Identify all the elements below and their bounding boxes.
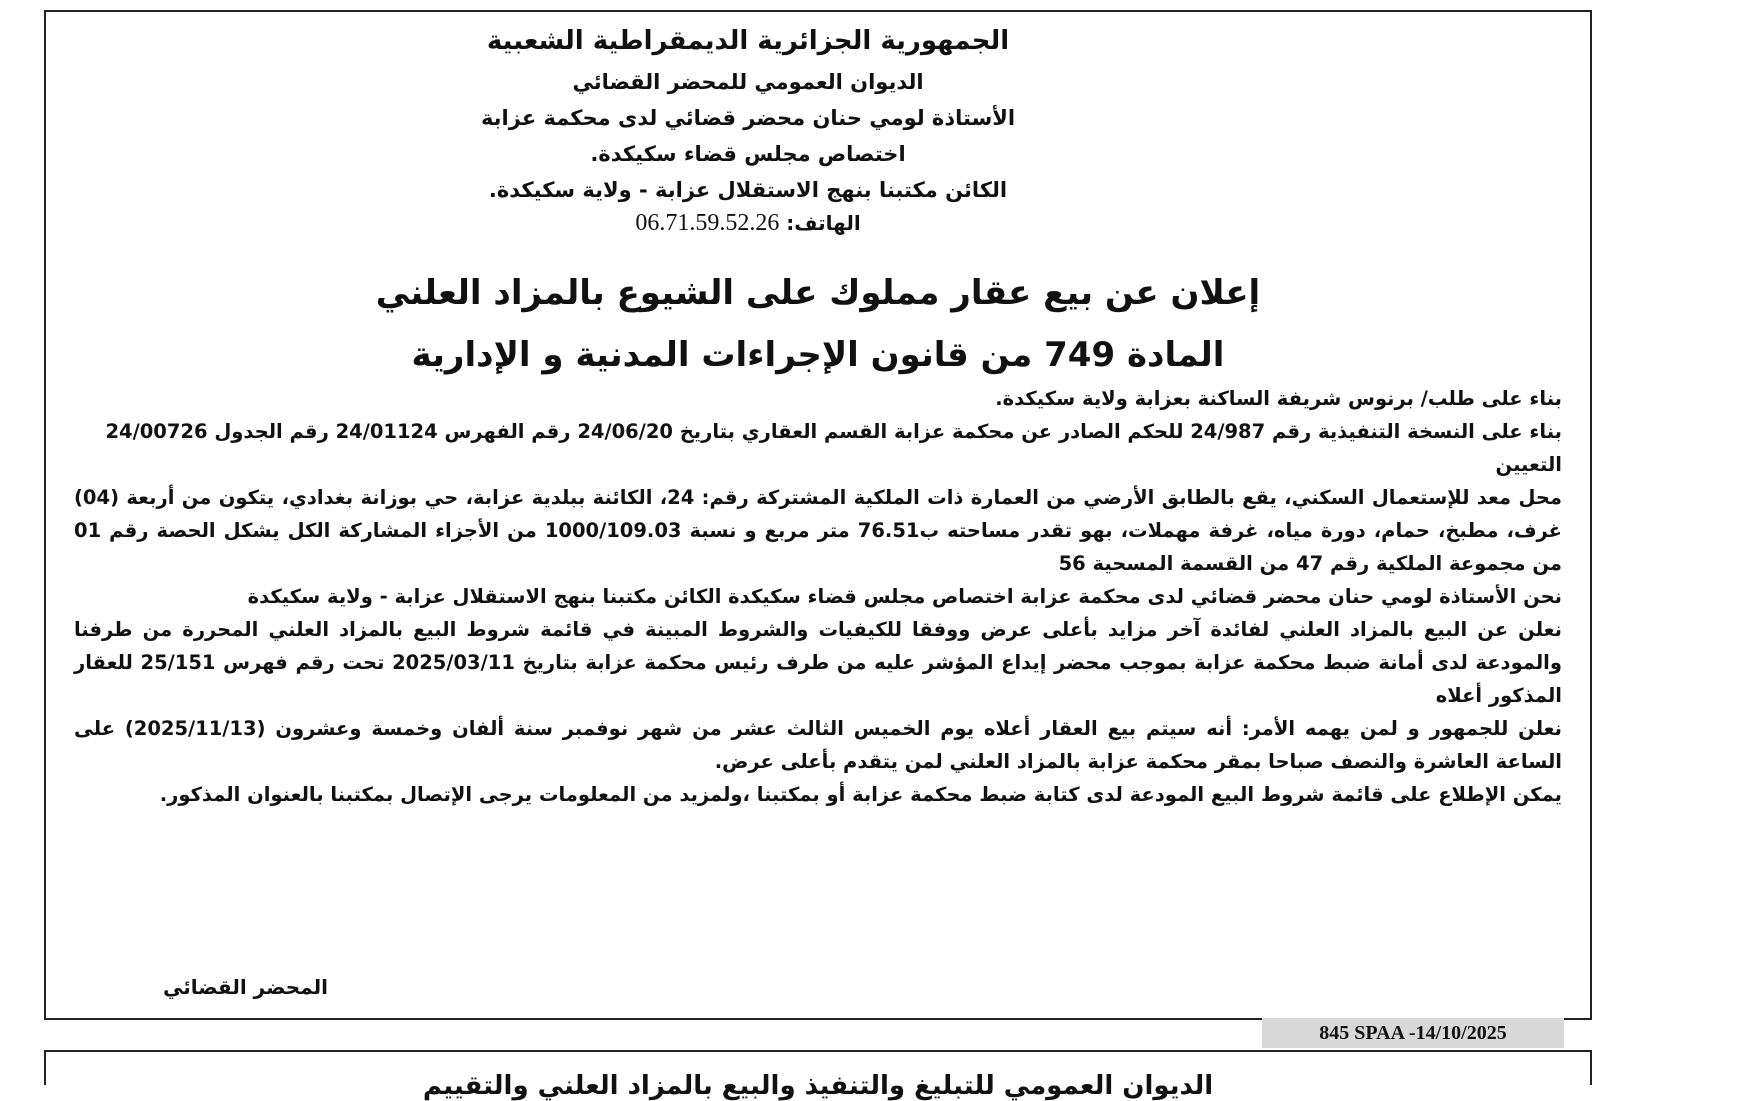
request-paragraph: بناء على طلب/ برنوس شريفة الساكنة بعزابة ولاية سكيكدة. (995, 387, 1562, 410)
office-address: الكائن مكتبنا بنهج الاستقلال عزابة - ولاية سكيكدة. (488, 178, 1008, 202)
title-line-1: إعلان عن بيع عقار مملوك على الشيوع بالمزاد العلني (375, 273, 1261, 313)
public-paragraph: نعلن للجمهور و لمن يهمه الأمر: أنه سيتم بيع العقار أعلاه يوم الخميس الثالث عشر من شهر نوفمبر سنة ألفان وخمسة وعشرون (2025/11/13) على الساعة العاشرة والنصف صباحا بمقر محكمة عزابة بالمزاد العلني لمن يتقدم بأعلى عرض. (74, 717, 1562, 773)
signature: المحضر القضائي (162, 975, 328, 999)
notice-header (346, 12, 1150, 238)
title-line-2: المادة 749 من قانون الإجراءات المدنية و الإدارية (411, 335, 1225, 375)
bailiff-paragraph: نحن الأستاذة لومي حنان محضر قضائي لدى محكمة عزابة اختصاص مجلس قضاء سكيكدة الكائن مكتبنا بنهج الاستقلال عزابة - ولاية سكيكدة (247, 585, 1562, 608)
next-notice-title: الديوان العمومي للتبليغ والتنفيذ والبيع بالمزاد العلني والتقييم (422, 1071, 1214, 1101)
notice-box (44, 10, 1592, 1020)
reference-bar: 845 SPAA -14/10/2025 (1262, 1018, 1564, 1048)
jurisdiction: اختصاص مجلس قضاء سكيكدة. (590, 142, 906, 166)
judgment-paragraph: بناء على النسخة التنفيذية رقم 24/987 للحكم الصادر عن محكمة عزابة القسم العقاري بتاريخ 24/06/20 رقم الفهرس 24/01124 رقم الجدول 24/00726 (105, 420, 1562, 443)
notice-body (74, 382, 1562, 811)
bailiff-name: الأستاذة لومي حنان محضر قضائي لدى محكمة عزابة (480, 106, 1016, 130)
phone-line (346, 208, 1150, 238)
office-name: الديوان العمومي للمحضر القضائي (572, 70, 924, 94)
next-notice-box (44, 1050, 1592, 1101)
consult-paragraph: يمكن الإطلاع على قائمة شروط البيع المودعة لدى كتابة ضبط محكمة عزابة أو بمكتبنا ،ولمزيد من المعلومات يرجى الإتصال بمكتبنا بالعنوان المذكور. (159, 783, 1562, 806)
notice-title (246, 262, 1390, 386)
phone-number: 06.71.59.52.26 (635, 210, 780, 236)
republic-name: الجمهورية الجزائرية الديمقراطية الشعبية (486, 26, 1010, 56)
sale-paragraph: نعلن عن البيع بالمزاد العلني لفائدة آخر مزايد بأعلى عرض ووفقا للكيفيات والشروط المبينة في قائمة شروط البيع بالمزاد العلني المحررة من طرفنا والمودعة لدى أمانة ضبط محكمة عزابة بموجب محضر إيداع المؤشر عليه من طرف رئيس محكمة عزابة بتاريخ 2025/03/11 تحت رقم فهرس 25/151 للعقار المذكور أعلاه (74, 618, 1562, 707)
phone-label: الهاتف: (786, 211, 861, 235)
designation-paragraph: محل معد للإستعمال السكني، يقع بالطابق الأرضي من العمارة ذات الملكية المشتركة رقم: 24، الكائنة ببلدية عزابة، حي بوزانة بغدادي، يتكون من أربعة (04) غرف، مطبخ، حمام، دورة مياه، غرفة مهملات، بهو تقدر مساحته ب76.51 متر مربع و نسبة 1000/109.03 من الأجزاء المشاركة الكل يشكل الحصة رقم 01 من مجموعة الملكية رقم 47 من القسمة المسحية 56 (74, 486, 1562, 575)
designation-heading: التعيين (1495, 453, 1562, 476)
